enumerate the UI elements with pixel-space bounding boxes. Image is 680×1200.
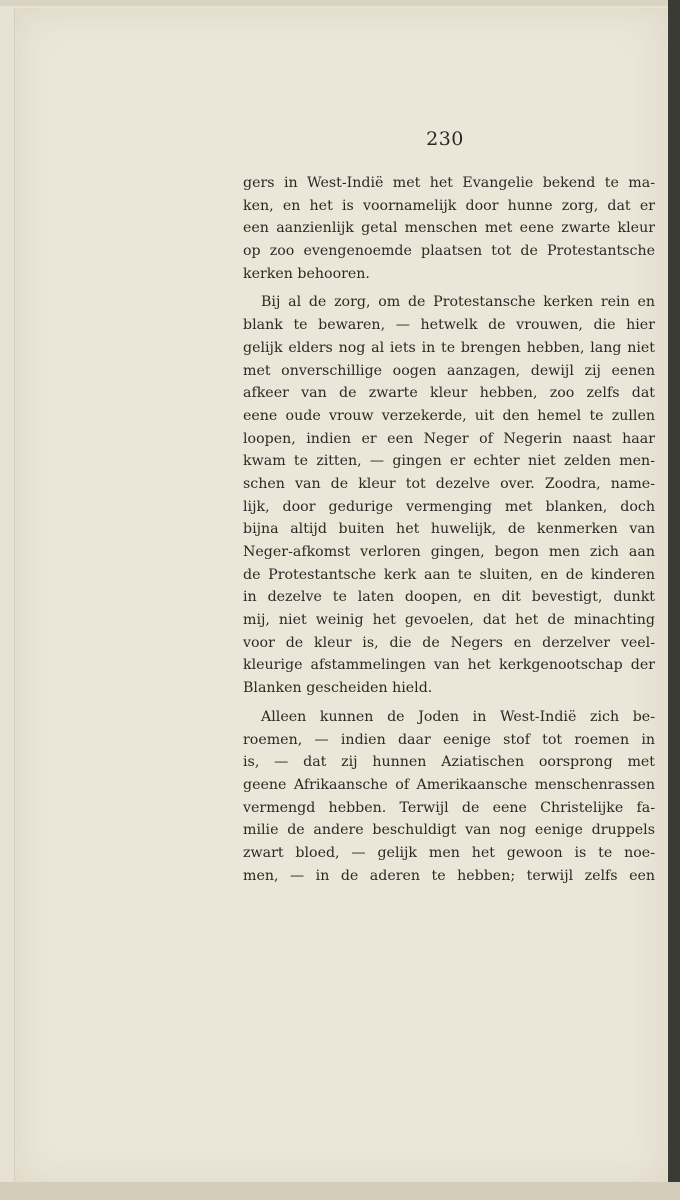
text-line: zwart bloed, — gelijk men het gewoon is te noe-	[243, 844, 655, 861]
text-line: een aanzienlijk getal menschen met eene zwarte kleur	[243, 220, 655, 237]
text-line: Neger-afkomst verloren gingen, begon men zich aan	[243, 544, 655, 560]
text-line: bijna altijd buiten het huwelijk, de kenmerken van	[243, 521, 655, 538]
page-bottom-edge	[0, 1182, 680, 1200]
text-line: roemen, — indien daar eenige stof tot roemen in	[243, 731, 655, 748]
text-line: vermengd hebben. Terwijl de eene Christelijke fa-	[243, 799, 655, 816]
text-line: men, — in de aderen te hebben; terwijl zelfs een	[243, 867, 655, 884]
paragraph	[243, 172, 655, 285]
text-line: ken, en het is voornamelijk door hunne zorg, dat er	[243, 197, 655, 214]
body-text	[243, 172, 655, 887]
text-line: milie de andere beschuldigt van nog eenige druppels	[243, 822, 655, 839]
text-line: loopen, indien er een Neger of Negerin naast haar	[243, 430, 655, 447]
text-line: voor de kleur is, die de Negers en derzelver veel-	[243, 634, 655, 651]
paragraph	[243, 706, 655, 888]
text-line: afkeer van de zwarte kleur hebben, zoo zelfs dat	[243, 385, 655, 402]
text-line: gers in West-Indië met het Evangelie bekend te ma-	[243, 175, 655, 191]
text-line: lijk, door gedurige vermenging met blanken, doch	[243, 498, 655, 515]
text-line: schen van de kleur tot dezelve over. Zoodra, name-	[243, 475, 655, 492]
binding-edge	[668, 0, 680, 1200]
page-number: 230	[426, 128, 464, 150]
text-line: met onverschillige oogen aanzagen, dewijl zij eenen	[243, 362, 655, 379]
text-line: mij, niet weinig het gevoelen, dat het de minachting	[243, 612, 655, 629]
text-line: op zoo evengenoemde plaatsen tot de Protestantsche	[243, 243, 655, 260]
text-line: kwam te zitten, — gingen er echter niet zelden men-	[243, 453, 655, 470]
paragraph	[243, 291, 655, 699]
text-line: kerken behooren.	[243, 265, 370, 282]
text-line: gelijk elders nog al iets in te brengen hebben, lang niet	[243, 339, 655, 356]
text-line: eene oude vrouw verzekerde, uit den hemel te zullen	[243, 407, 655, 424]
text-line: geene Afrikaansche of Amerikaansche menschenrassen	[243, 776, 655, 793]
page-top-edge	[0, 0, 680, 6]
text-line: Alleen kunnen de Joden in West-Indië zich be-	[261, 708, 655, 725]
text-line: Blanken gescheiden hield.	[243, 680, 433, 697]
text-line: kleurige afstammelingen van het kerkgenootschap der	[243, 657, 655, 674]
text-line: is, — dat zij hunnen Aziatischen oorsprong met	[243, 754, 655, 771]
text-line: blank te bewaren, — hetwelk de vrouwen, die hier	[243, 317, 655, 334]
text-line: Bij al de zorg, om de Protestansche kerken rein en	[261, 294, 655, 311]
text-line: de Protestantsche kerk aan te sluiten, en de kinderen	[243, 566, 655, 583]
text-line: in dezelve te laten doopen, en dit bevestigt, dunkt	[243, 589, 655, 606]
